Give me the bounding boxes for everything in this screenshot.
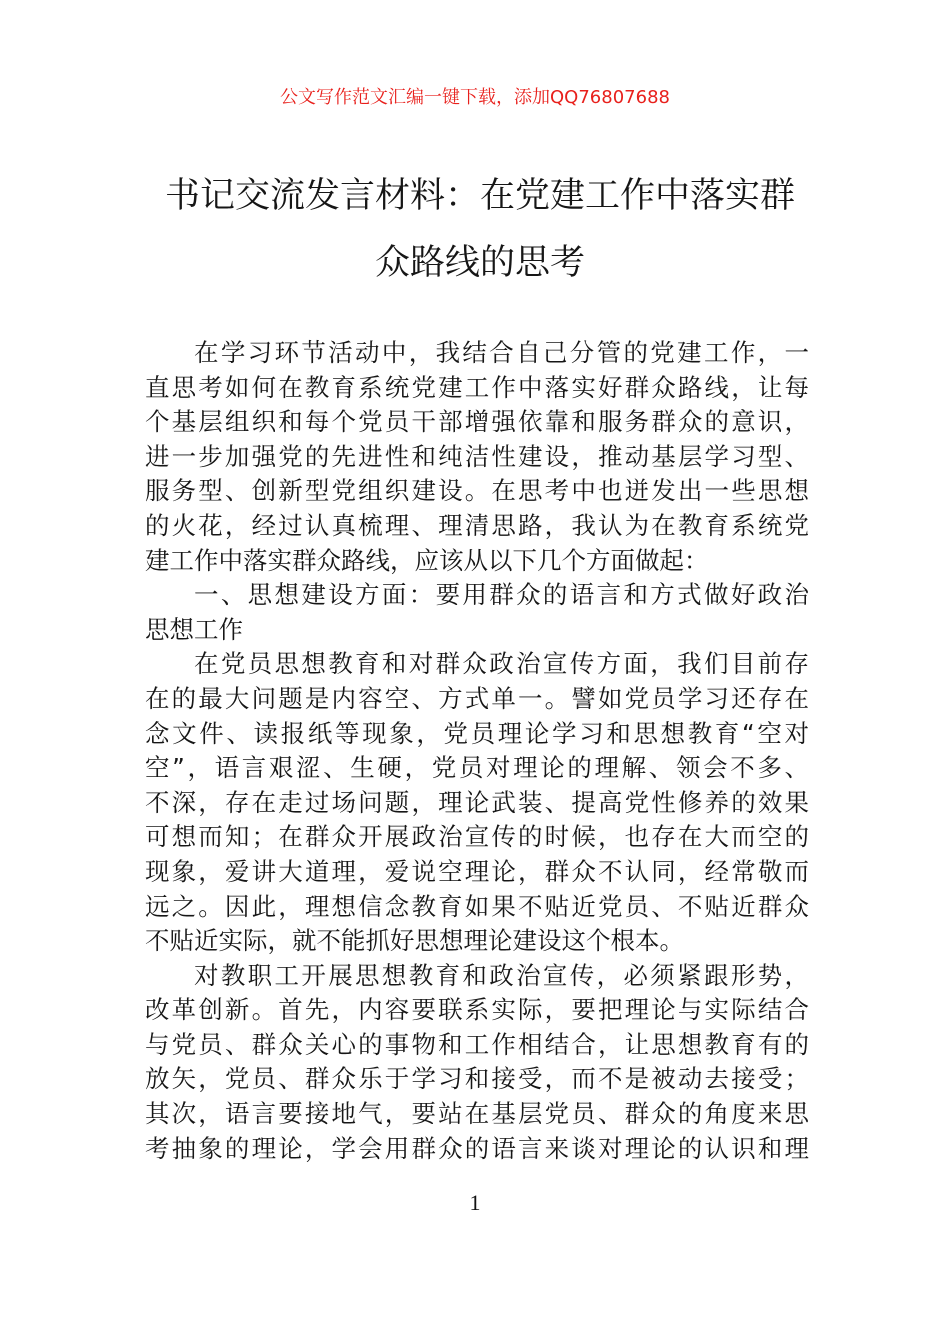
body-line: 建工作中落实群众路线，应该从以下几个方面做起： xyxy=(145,545,709,575)
body-line: 在的最大问题是内容空、方式单一。譬如党员学习还存在 xyxy=(145,683,809,713)
section-heading-line: 思想工作 xyxy=(145,614,243,644)
body-line: 不贴近实际，就不能抓好思想理论建设这个根本。 xyxy=(145,926,684,956)
body-line: 其次，语言要接地气，要站在基层党员、群众的角度来思 xyxy=(145,1099,809,1129)
body-line: 在学习环节活动中，我结合自己分管的党建工作，一 xyxy=(194,338,809,367)
body-line: 不深，存在走过场问题，理论武装、提高党性修养的效果 xyxy=(145,787,809,817)
body-line: 念文件、读报纸等现象，党员理论学习和思想教育“空对 xyxy=(145,718,809,748)
document-title-line-2: 众路线的思考 xyxy=(374,243,585,283)
body-line: 可想而知；在群众开展政治宣传的时候，也存在大而空的 xyxy=(145,822,809,852)
body-line: 放矢，党员、群众乐于学习和接受，而不是被动去接受； xyxy=(145,1064,809,1094)
body-line: 远之。因此，理想信念教育如果不贴近党员、不贴近群众 xyxy=(145,891,809,921)
body-line: 直思考如何在教育系统党建工作中落实好群众路线，让每 xyxy=(145,372,809,402)
section-heading-line: 一、思想建设方面：要用群众的语言和方式做好政治 xyxy=(194,580,809,610)
page-number: 1 xyxy=(469,1190,481,1215)
body-line: 对教职工开展思想教育和政治宣传，必须紧跟形势， xyxy=(194,960,809,990)
body-line: 的火花，经过认真梳理、理清思路，我认为在教育系统党 xyxy=(145,510,809,540)
body-line: 在党员思想教育和对群众政治宣传方面，我们目前存 xyxy=(194,649,809,679)
body-line: 个基层组织和每个党员干部增强依靠和服务群众的意识， xyxy=(145,407,809,437)
document-body xyxy=(145,336,809,1166)
body-line: 进一步加强党的先进性和纯洁性建设，推动基层学习型、 xyxy=(145,441,809,471)
body-line: 空”，语言艰涩、生硬，党员对理论的理解、领会不多、 xyxy=(145,753,809,783)
header-ad-text: 公文写作范文汇编一键下载，添加QQ76807688 xyxy=(280,87,670,108)
document-title-line-1: 书记交流发言材料：在党建工作中落实群 xyxy=(164,176,795,216)
body-line: 服务型、创新型党组织建设。在思考中也迸发出一些思想 xyxy=(145,476,809,506)
body-line: 与党员、群众关心的事物和工作相结合，让思想教育有的 xyxy=(145,1029,809,1059)
body-line: 改革创新。首先，内容要联系实际，要把理论与实际结合 xyxy=(145,995,809,1025)
body-line: 现象，爱讲大道理，爱说空理论，群众不认同，经常敬而 xyxy=(145,856,809,886)
body-line: 考抽象的理论，学会用群众的语言来谈对理论的认识和理 xyxy=(145,1133,809,1163)
